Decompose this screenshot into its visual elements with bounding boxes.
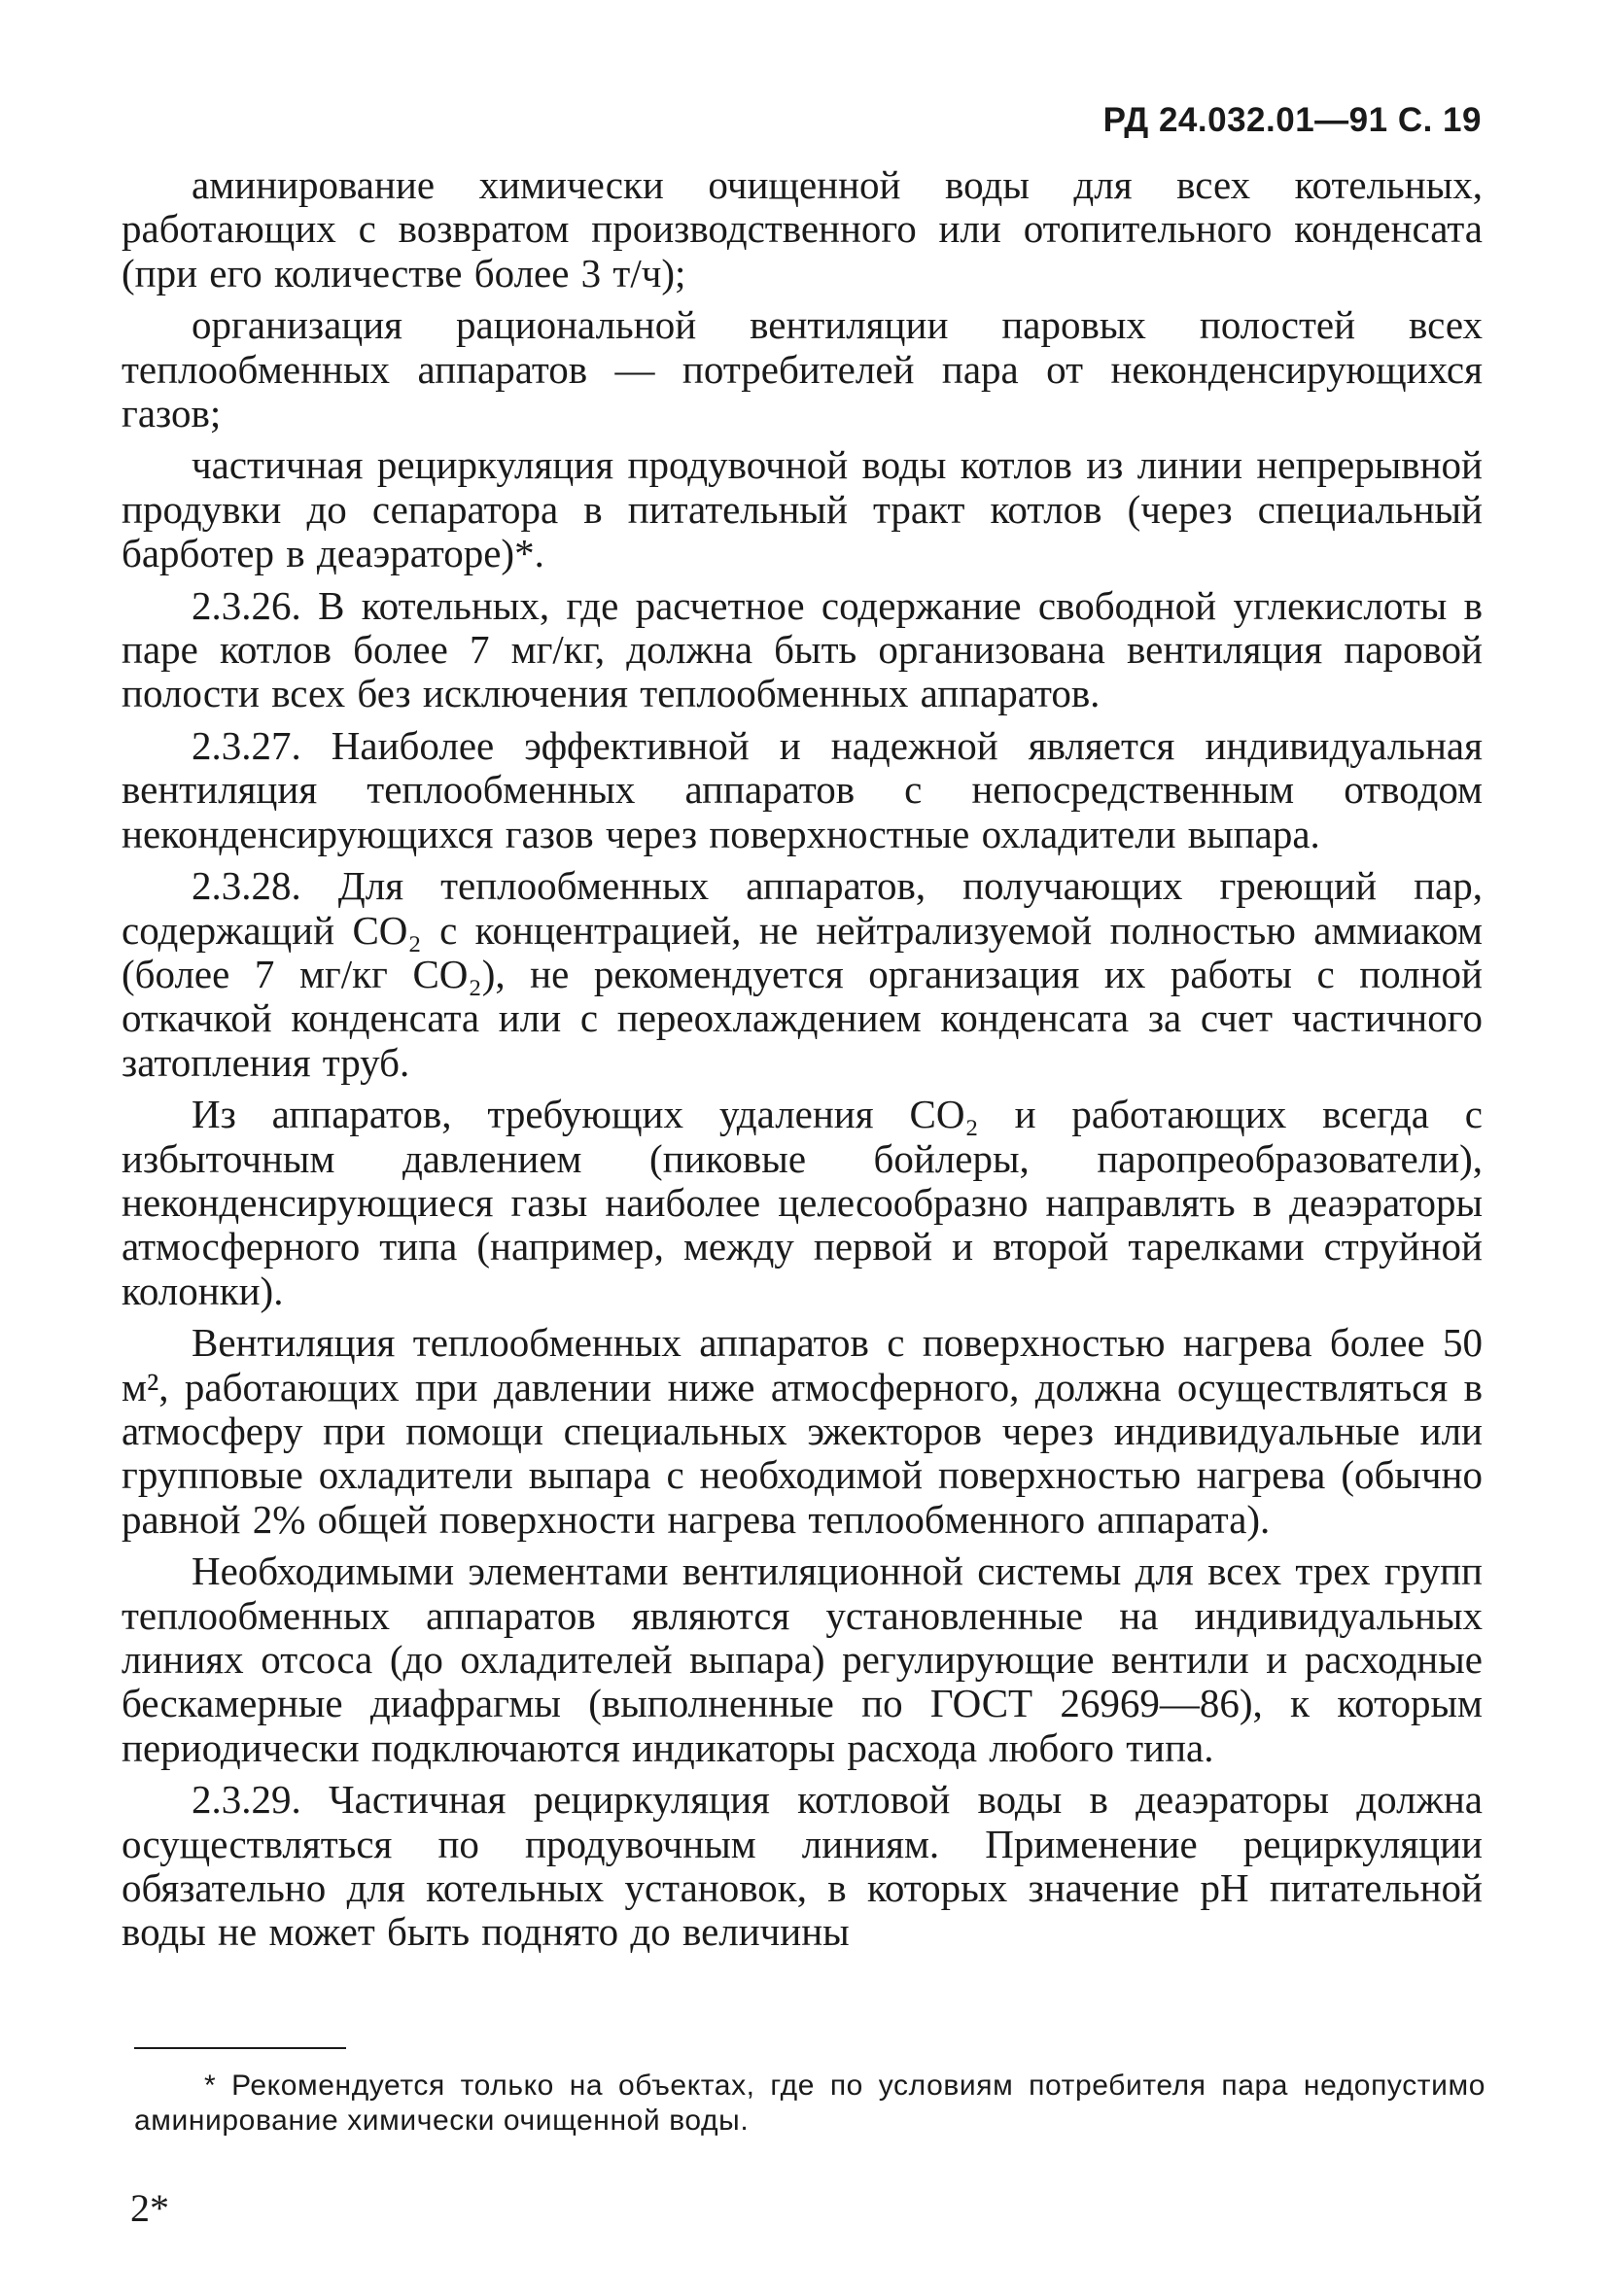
footnote-text: * Рекомендуется только на объектах, где по условиям потребителя пара недопустимо аминирование химически очищенной воды. <box>134 2070 1486 2137</box>
page-header: РД 24.032.01—91 С. 19 <box>1102 101 1482 139</box>
signature-mark: 2* <box>130 2186 169 2230</box>
paragraph-2-3-28: 2.3.28. Для теплообменных аппаратов, получающих греющий пар, содержащий CO₂ с концентрацией, не нейтрализуемой полностью аммиаком (более 7 мг/кг CO₂), не рекомендуется организация их работы с полной откачкой конденсата или с переохлаждением конденсата за счет частичного затопления труб. <box>122 863 1483 1085</box>
paragraph-ventilation-elements: Необходимыми элементами вентиляционной системы для всех трех групп теплообменных аппаратов являются установленные на индивидуальных линиях отсоса (до охладителей выпара) регулирующие вентили и расходные бескамерные диафрагмы (выполненные по ГОСТ 26969—86), к которым периодически подключаются индикаторы расхода любого типа. <box>122 1548 1483 1770</box>
paragraph-ventilation-organization: организация рациональной вентиляции паровых полостей всех теплообменных аппаратов — потребителей пара от неконденсирующихся газов; <box>122 302 1483 436</box>
paragraph-ventilation-surface: Вентиляция теплообменных аппаратов с поверхностью нагрева более 50 м², работающих при давлении ниже атмосферного, должна осуществляться в атмосферу при помощи специальных эжекторов через индивидуальные или групповые охладители выпара с необходимой поверхностью нагрева (обычно равной 2% общей поверхности нагрева теплообменного аппарата). <box>122 1320 1483 1542</box>
paragraph-2-3-27: 2.3.27. Наиболее эффективной и надежной является индивидуальная вентиляция теплообменных аппаратов с непосредственным отводом неконденсирующихся газов через поверхностные охладители выпара. <box>122 722 1483 856</box>
paragraph-partial-recirculation: частичная рециркуляция продувочной воды котлов из линии непрерывной продувки до сепаратора в питательный тракт котлов (через специальный барботер в деаэраторе)*. <box>122 442 1483 576</box>
paragraph-2-3-26: 2.3.26. В котельных, где расчетное содержание свободной углекислоты в паре котлов более 7 мг/кг, должна быть организована вентиляция паровой полости всех без исключения теплообменных аппаратов. <box>122 582 1483 716</box>
paragraph-2-3-29: 2.3.29. Частичная рециркуляция котловой воды в деаэраторы должна осуществляться по продувочным линиям. Применение рециркуляции обязательно для котельных установок, в которых значение pH питательной воды не может быть поднято до величины <box>122 1777 1483 1955</box>
footnote <box>134 2069 1486 2139</box>
footnote-divider <box>134 2047 346 2049</box>
paragraph-co2-removal: Из аппаратов, требующих удаления CO₂ и работающих всегда с избыточным давлением (пиковые бойлеры, паропреобразователи), неконденсирующиеся газы наиболее целесообразно направлять в деаэраторы атмосферного типа (например, между первой и второй тарелками струйной колонки). <box>122 1092 1483 1313</box>
paragraph-amination: аминирование химически очищенной воды для всех котельных, работающих с возвратом производственного или отопительного конденсата (при его количестве более 3 т/ч); <box>122 162 1483 296</box>
main-text <box>122 163 1483 1963</box>
